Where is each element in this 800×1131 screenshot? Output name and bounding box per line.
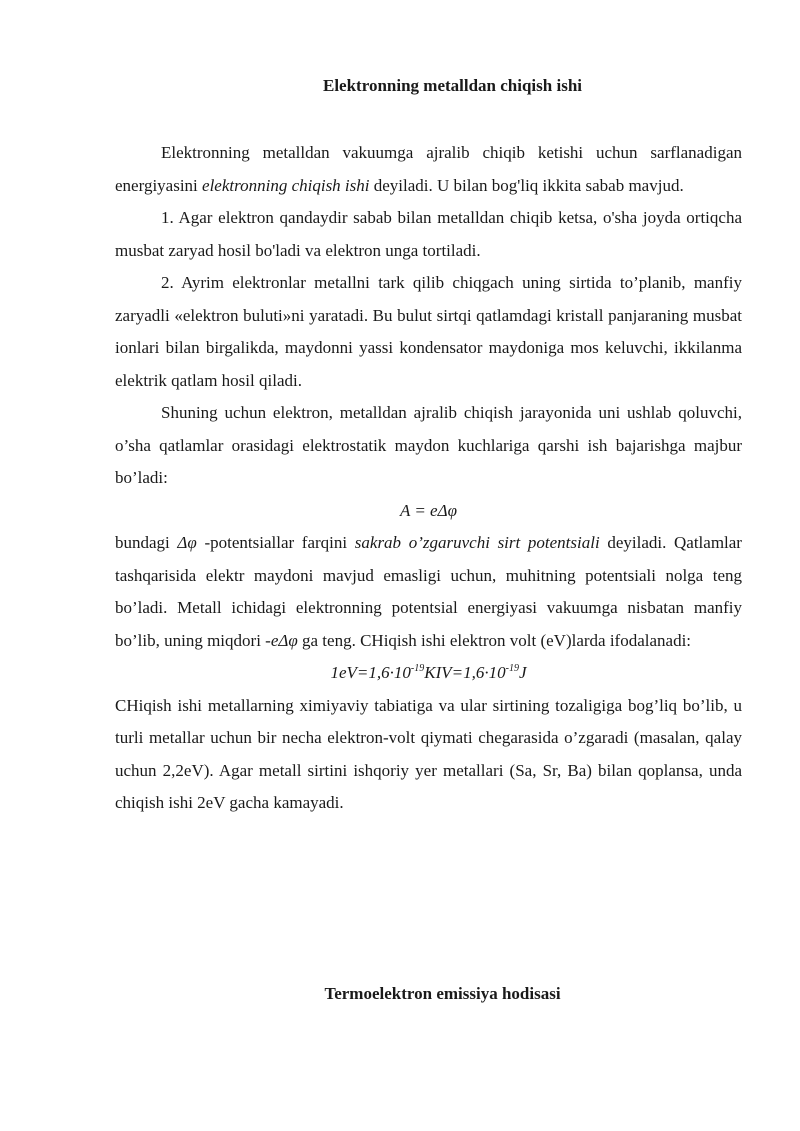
paragraph-definition <box>115 137 742 202</box>
electron-volt-formula <box>115 657 742 690</box>
potential-text-2: -potentsiallar farqini <box>196 533 355 552</box>
definition-term: elektronning chiqish ishi <box>202 175 370 195</box>
document-body <box>115 137 742 820</box>
ev-exponent-1: -19 <box>410 663 425 674</box>
potential-text-3: deyiladi. Qatlamlar tashqarisida elektr maydoni mavjud emasligi uchun, muhitning potentsiali nolga teng bo’ladi. Metall ichidagi elektronning potentsial energiyasi vakuumga nisbatan manfiy bo’lib, uning miqdori - <box>115 533 742 650</box>
definition-text-end: deyiladi. U bilan bog'liq ikkita sabab mavjud. <box>369 175 684 195</box>
paragraph-reason-2: 2. Ayrim elektronlar metallni tark qilib chiqgach uning sirtida to’planib, manfiy zaryadli «elektron buluti»ni yaratadi. Bu bulut sirtqi qatlamdagi kristall panjaraning musbat ionlari bilan birgalikda, maydonni yassi kondensator maydoniga mos keluvchi, ikkilanma elektrik qatlam hosil qiladi. <box>115 273 742 390</box>
ev-formula-part-2: KIV=1,6·10 <box>424 663 506 682</box>
potential-text-4: ga teng. CHiqish ishi elektron volt (eV)larda ifodalanadi: <box>297 630 692 650</box>
paragraph-potential <box>115 527 742 657</box>
delta-phi-symbol: Δφ <box>177 533 197 552</box>
definition-text-start: Elektronning metalldan vakuumga ajralib chiqib ketishi uchun sarflanadigan energiyasini <box>115 143 742 195</box>
ev-exponent-2: -19 <box>505 663 519 674</box>
work-formula: A = eΔφ <box>400 500 457 520</box>
surface-potential-term: sakrab o’zgaruvchi sirt potentsiali <box>354 533 600 552</box>
ev-formula-part-1: 1eV=1,6·10 <box>330 663 411 682</box>
paragraph-work-function-values: CHiqish ishi metallarning ximiyaviy tabiatiga va ular sirtining tozaligiga bog’liq bo’lib, u turli metallar uchun bir necha elektron-volt qiymati chegarasida o’zgaradi (masalan, qalay uchun 2,2eV). Agar metall sirtini ishqoriy yer metallari (Sa, Sr, Ba) bilan qoplansa, unda chiqish ishi 2eV gacha kamayadi. <box>115 695 742 812</box>
paragraph-reason-1: 1. Agar elektron qandaydir sabab bilan metalldan chiqib ketsa, o'sha joyda ortiqcha musbat zaryad hosil bo'ladi va elektron unga tortiladi. <box>115 208 742 260</box>
section-heading-thermionic-emission: Termoelektron emissiya hodisasi <box>324 984 561 1003</box>
ev-formula-part-3: J <box>518 663 527 682</box>
potential-text-1: bundagi <box>115 533 178 552</box>
page-title: Elektronning metalldan chiqish ishi <box>322 76 582 95</box>
paragraph-work-explanation: Shuning uchun elektron, metalldan ajralib chiqish jarayonida uni ushlab qoluvchi, o’sha qatlamlar orasidagi elektrostatik maydon kuchlariga qarshi ish bajarishga majbur bo’ladi: <box>115 403 742 487</box>
e-delta-phi-symbol: eΔφ <box>270 630 298 650</box>
